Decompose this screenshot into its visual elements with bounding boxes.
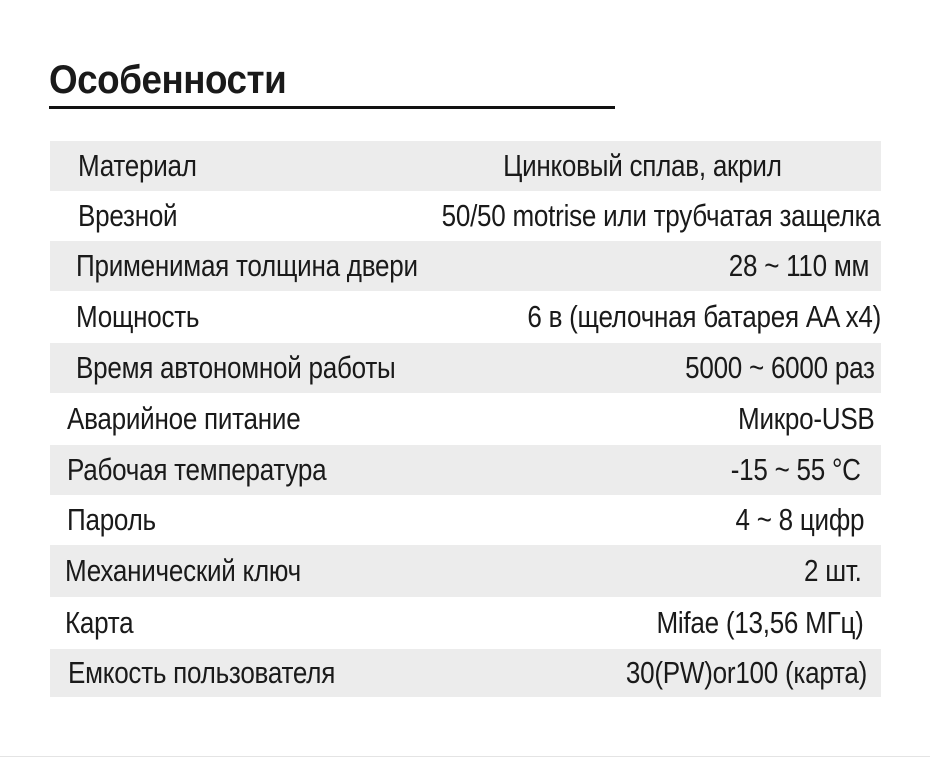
- spec-label: Пароль: [67, 502, 156, 537]
- spec-label: Емкость пользователя: [68, 655, 336, 690]
- spec-label: Механический ключ: [65, 553, 301, 588]
- bottom-divider: [0, 756, 930, 757]
- spec-value: Mifae (13,56 МГц): [656, 605, 864, 640]
- spec-row-mortise: [50, 191, 881, 241]
- spec-row-emergency-power: [50, 393, 881, 445]
- spec-row-battery-life: [50, 343, 881, 393]
- spec-row-password: [50, 495, 881, 545]
- spec-value: 50/50 motrise или трубчатая защелка: [442, 198, 881, 233]
- spec-row-mechanical-key: [50, 545, 881, 597]
- spec-value: 30(PW)or100 (карта): [625, 655, 867, 690]
- spec-label: Рабочая температура: [67, 452, 327, 487]
- spec-row-door-thickness: [50, 241, 881, 291]
- spec-row-material: [50, 141, 881, 191]
- spec-value: 5000 ~ 6000 раз: [685, 350, 875, 385]
- spec-label: Время автономной работы: [76, 350, 396, 385]
- spec-value: 2 шт.: [804, 553, 862, 588]
- spec-label: Мощность: [76, 299, 200, 334]
- spec-value: Цинковый сплав, акрил: [503, 148, 782, 183]
- spec-value: Микро-USB: [738, 401, 875, 436]
- spec-label: Материал: [78, 148, 197, 183]
- spec-value: -15 ~ 55 °C: [731, 452, 861, 487]
- spec-label: Карта: [65, 605, 134, 640]
- spec-row-card: [50, 597, 881, 649]
- spec-row-power: [50, 291, 881, 343]
- spec-label: Аварийное питание: [67, 401, 301, 436]
- spec-row-operating-temperature: [50, 445, 881, 495]
- spec-row-user-capacity: [50, 649, 881, 697]
- section-title: Особенности: [49, 58, 287, 102]
- spec-label: Применимая толщина двери: [76, 248, 418, 283]
- spec-value: 6 в (щелочная батарея AA x4): [527, 299, 881, 334]
- spec-value: 4 ~ 8 цифр: [735, 502, 864, 537]
- spec-label: Врезной: [78, 198, 178, 233]
- spec-value: 28 ~ 110 мм: [728, 248, 869, 283]
- title-underline: [49, 106, 615, 109]
